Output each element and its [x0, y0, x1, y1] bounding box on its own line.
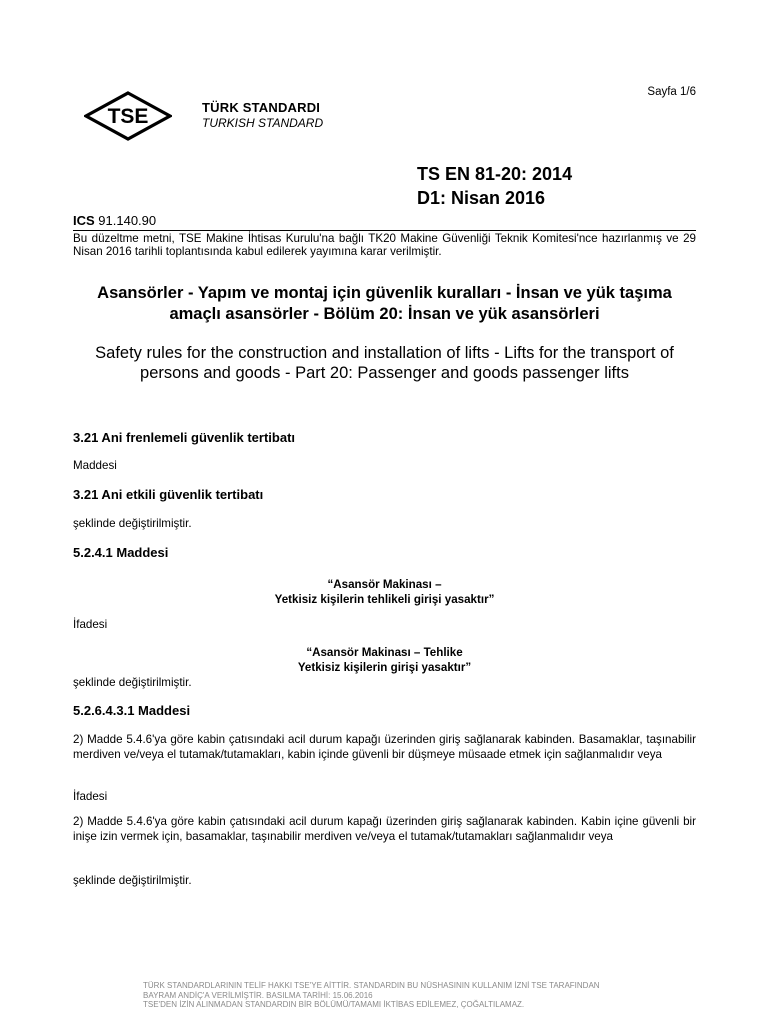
section-heading: 3.21 Ani frenlemeli güvenlik tertibatı — [73, 430, 296, 445]
section-heading: 3.21 Ani etkili güvenlik tertibatı — [73, 487, 264, 502]
footer-line: TÜRK STANDARDLARININ TELİF HAKKI TSE'YE AİTTİR. STANDARDIN BU NÜSHASININ KULLANIM İZNİ TSE TARAFINDAN — [143, 981, 600, 990]
body-text: İfadesi — [73, 790, 108, 803]
quote-line: Yetkisiz kişilerin tehlikeli girişi yasaktır” — [274, 593, 495, 606]
section-heading: 5.2.6.4.3.1 Maddesi — [73, 703, 191, 718]
footer-line: BAYRAM ANDİÇ'A VERİLMİŞTİR. BASILMA TARİHİ: 15.06.2016 — [143, 990, 373, 1000]
ics-value: 91.140.90 — [98, 213, 157, 228]
paragraph-original: 2) Madde 5.4.6'ya göre kabin çatısındaki acil durum kapağı üzerinden giriş sağlanarak kabinden. Basamaklar, taşınabilir merdiven ve/veya el tutamak/tutamakları, kabin içinde güvenli bir düşmeye müsaade etmek için sağlanmalıdır veya — [73, 733, 696, 761]
body-text: şeklinde değiştirilmiştir. — [73, 517, 192, 530]
quote-line: “Asansör Makinası – — [327, 578, 442, 591]
document-number: TS EN 81-20: 2014 — [417, 164, 573, 184]
copyright-footer — [143, 981, 600, 1010]
document-id — [417, 162, 572, 210]
intro-text: Bu düzeltme metni, TSE Makine İhtisas Kurulu'na bağlı TK20 Makine Güvenliği Teknik Komitesi'nce hazırlanmış ve 29 Nisan 2016 tarihli toplantısında kabul edilerek yayımına karar verilmiştir. — [73, 232, 696, 258]
page-number: Sayfa 1/6 — [647, 86, 696, 98]
body-text: şeklinde değiştirilmiştir. — [73, 874, 192, 887]
title-english: Safety rules for the construction and installation of lifts - Lifts for the transport of persons and goods - Part 20: Passenger and goods passenger lifts — [95, 344, 674, 382]
title-turkish: Asansörler - Yapım ve montaj için güvenlik kuralları - İnsan ve yük taşıma amaçlı asansörler - Bölüm 20: İnsan ve yük asansörleri — [97, 284, 672, 323]
quote-original — [73, 577, 696, 607]
document-revision: D1: Nisan 2016 — [417, 188, 546, 208]
logo-text: TSE — [107, 105, 149, 128]
tse-logo-icon — [84, 91, 172, 141]
brand-name-en: TURKISH STANDARD — [202, 116, 324, 130]
footer-line: TSE'DEN İZİN ALINMADAN STANDARDIN BİR BÖLÜMÜ/TAMAMI İKTİBAS EDİLEMEZ, ÇOĞALTILAMAZ. — [143, 1000, 525, 1010]
quote-line: “Asansör Makinası – Tehlike — [306, 646, 463, 659]
brand-name-tr: TÜRK STANDARDI — [202, 100, 321, 115]
paragraph-revised: 2) Madde 5.4.6'ya göre kabin çatısındaki acil durum kapağı üzerinden giriş sağlanarak kabinden. Kabin içine güvenli bir inişe izin vermek için, basamaklar, taşınabilir merdiven ve/veya el tutamak/tutamakları sağlanmalıdır veya — [73, 815, 696, 843]
ics-code — [73, 213, 156, 228]
brand-block — [202, 100, 323, 130]
body-text: şeklinde değiştirilmiştir. — [73, 676, 192, 689]
divider — [73, 230, 696, 231]
body-text: İfadesi — [73, 618, 108, 631]
body-text: Maddesi — [73, 459, 117, 472]
quote-revised — [73, 645, 696, 675]
section-heading: 5.2.4.1 Maddesi — [73, 545, 169, 560]
quote-line: Yetkisiz kişilerin girişi yasaktır” — [297, 661, 472, 674]
ics-label: ICS — [73, 213, 95, 228]
